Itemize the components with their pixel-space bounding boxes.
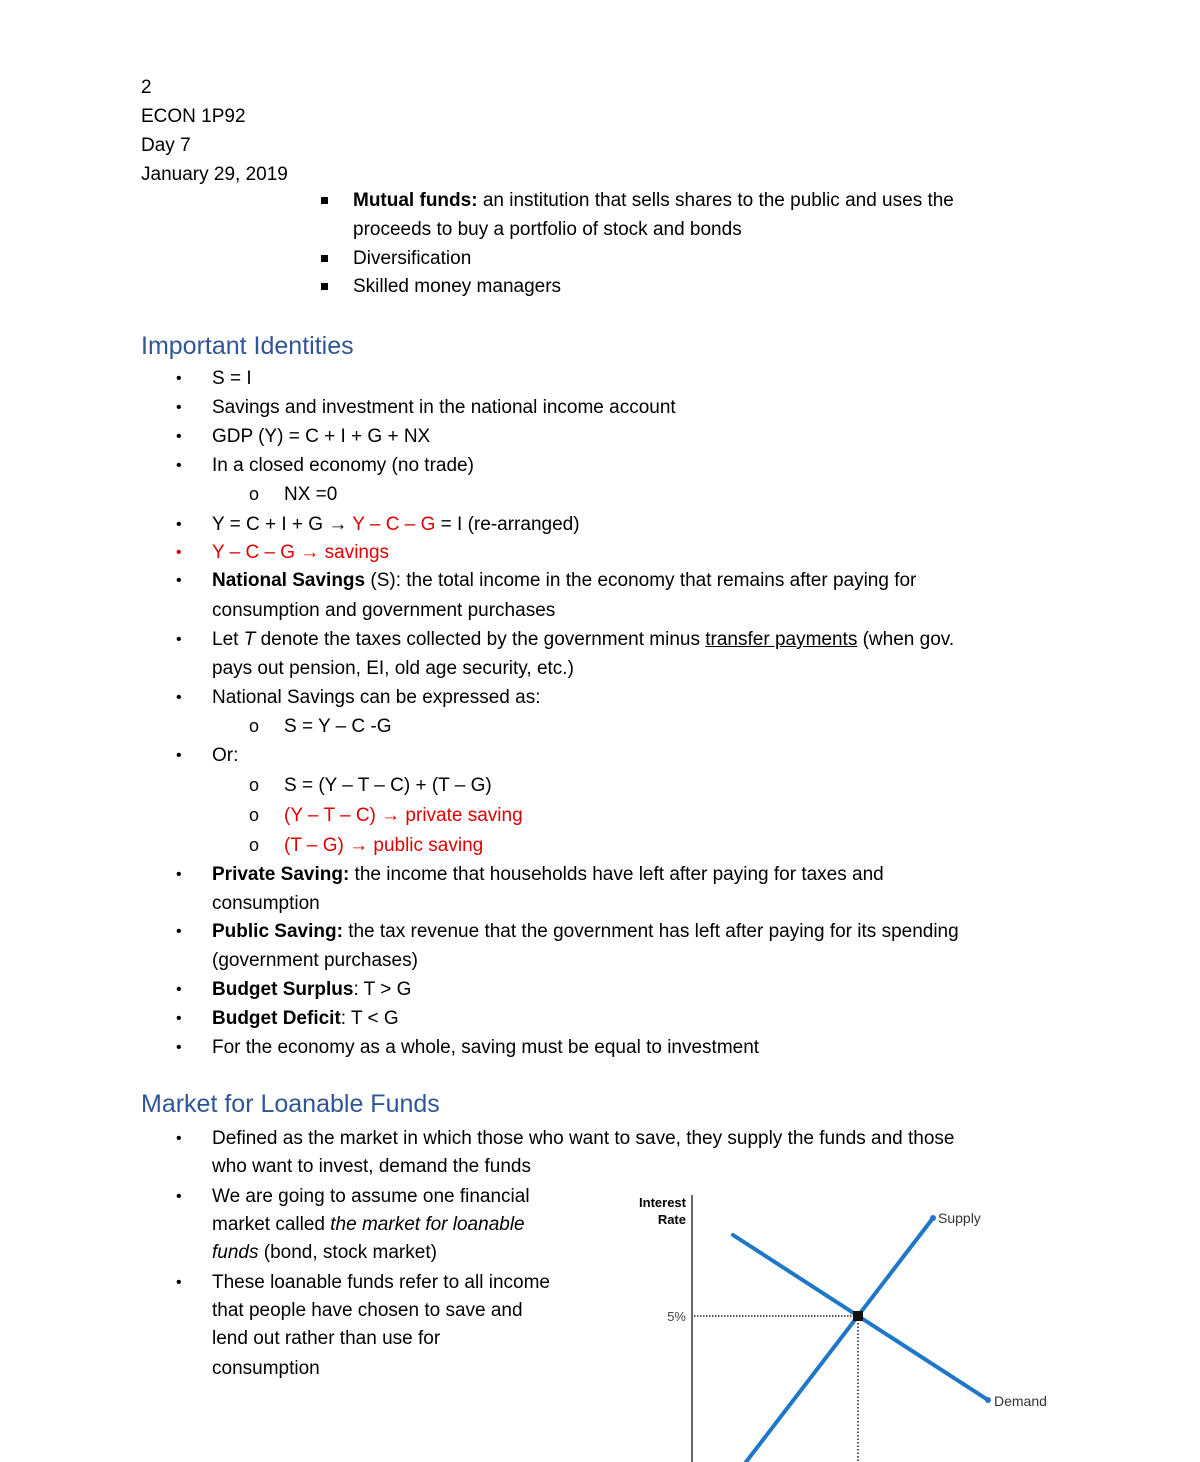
defined-item-cont: who want to invest, demand the funds (212, 1156, 531, 1177)
bullet-dot-icon: • (176, 544, 182, 561)
mutual-funds-item (353, 186, 954, 215)
defined-item: Defined as the market in which those who want to save, they supply the funds and those (212, 1128, 955, 1149)
t-variable: T (243, 629, 256, 650)
budget-surplus-item (212, 975, 411, 1004)
bullet-dot-icon: • (176, 866, 182, 883)
expressed-as-item: National Savings can be expressed as: (212, 687, 541, 708)
bullet-dot-icon: • (176, 747, 182, 764)
private-saving-formula: (Y – T – C) → private saving (284, 805, 523, 826)
mutual-funds-def-cont: proceeds to buy a portfolio of stock and bonds (353, 219, 742, 240)
budget-deficit-term: Budget Deficit (212, 1008, 341, 1029)
public-saving-formula: (T – G) → public saving (284, 835, 484, 856)
bullet-dot-icon: • (176, 689, 182, 706)
equilibrium-point (853, 1311, 863, 1321)
these-funds-cont-3: consumption (212, 1358, 320, 1379)
bullet-dot-icon: • (176, 370, 182, 387)
rearranged-right: = I (re-arranged) (435, 514, 580, 535)
rearranged-left: Y = C + I + G → (212, 514, 353, 535)
budget-deficit-item (212, 1004, 399, 1033)
date-label: January 29, 2019 (141, 164, 288, 185)
national-savings-def-cont: consumption and government purchases (212, 600, 556, 621)
supply-curve (746, 1218, 933, 1462)
budget-surplus-term: Budget Surplus (212, 979, 354, 1000)
diversification-item: Diversification (353, 248, 472, 269)
bullet-dot-icon: • (176, 1130, 182, 1147)
circle-bullet-icon: o (249, 835, 260, 855)
day-label: Day 7 (141, 135, 191, 156)
y-axis-label-line2: Rate (657, 1212, 686, 1227)
circle-bullet-icon: o (249, 775, 260, 795)
mutual-funds-def: an institution that sells shares to the public and uses the (482, 190, 954, 211)
chart-svg (620, 1185, 1080, 1462)
closed-economy-item: In a closed economy (no trade) (212, 455, 474, 476)
assume-item: We are going to assume one financial (212, 1186, 530, 1207)
economy-whole-item: For the economy as a whole, saving must be equal to investment (212, 1037, 760, 1058)
bullet-dot-icon: • (176, 572, 182, 589)
funds-italic: funds (212, 1242, 259, 1263)
page-header (141, 73, 288, 189)
course-code: ECON 1P92 (141, 106, 246, 127)
bullet-dot-icon: • (176, 1188, 182, 1205)
circle-bullet-icon: o (249, 484, 260, 504)
let-t-text-3: (when gov. (857, 629, 955, 650)
national-savings-def: (S): the total income in the economy that remains after paying for (365, 570, 917, 591)
public-saving-def: the tax revenue that the government has left after paying for its spending (342, 921, 959, 942)
let-t-cont: pays out pension, EI, old age security, etc.) (212, 658, 574, 679)
private-saving-def: the income that households have left after paying for taxes and (349, 864, 884, 885)
supply-label: Supply (938, 1210, 981, 1226)
public-saving-item (212, 917, 959, 946)
circle-bullet-icon: o (249, 805, 260, 825)
s-equals-i: S = I (212, 368, 252, 389)
national-savings-item (212, 566, 916, 595)
ycg-savings-item: Y – C – G → savings (212, 542, 390, 563)
let-t-text-2: denote the taxes collected by the government minus (255, 629, 706, 650)
bullet-dot-icon: • (176, 1274, 182, 1291)
bond-stock-text: (bond, stock market) (258, 1242, 437, 1263)
assume-item-cont-2 (212, 1238, 437, 1267)
bullet-dot-icon: • (176, 516, 182, 533)
circle-bullet-icon: o (249, 716, 260, 736)
national-savings-term: National Savings (212, 570, 366, 591)
bullet-dot-icon: • (176, 1010, 182, 1027)
bullet-dot-icon: • (176, 981, 182, 998)
rearranged-red: Y – C – G (352, 514, 436, 535)
assume-text: market called (212, 1214, 331, 1235)
private-saving-def-cont: consumption (212, 893, 320, 914)
s-split-item: S = (Y – T – C) + (T – G) (284, 775, 492, 796)
mutual-funds-term: Mutual funds: (353, 190, 478, 211)
square-bullet-icon (321, 255, 328, 262)
bullet-dot-icon: • (176, 631, 182, 648)
assume-italic: the market for loanable (330, 1214, 525, 1235)
nx-zero-item: NX =0 (284, 484, 338, 505)
these-funds-cont-1: that people have chosen to save and (212, 1300, 523, 1321)
page-number: 2 (141, 77, 152, 98)
public-saving-def-cont: (government purchases) (212, 950, 418, 971)
gdp-item: GDP (Y) = C + I + G + NX (212, 426, 431, 447)
assume-item-cont (212, 1210, 525, 1239)
square-bullet-icon (321, 283, 328, 290)
rearranged-item (212, 510, 580, 539)
public-saving-term: Public Saving: (212, 921, 343, 942)
demand-label: Demand (994, 1393, 1047, 1409)
square-bullet-icon (321, 197, 328, 204)
bullet-dot-icon: • (176, 923, 182, 940)
let-t-text: Let (212, 629, 244, 650)
loanable-funds-chart (620, 1185, 1080, 1462)
heading-loanable-funds: Market for Loanable Funds (141, 1090, 440, 1118)
demand-end-marker (985, 1397, 991, 1403)
savings-investment-item: Savings and investment in the national income account (212, 397, 676, 418)
let-t-item (212, 625, 954, 654)
skilled-managers-item: Skilled money managers (353, 276, 562, 297)
heading-important-identities: Important Identities (141, 332, 354, 360)
these-funds-item: These loanable funds refer to all income (212, 1272, 550, 1293)
bullet-dot-icon: • (176, 428, 182, 445)
bullet-dot-icon: • (176, 399, 182, 416)
or-item: Or: (212, 745, 239, 766)
these-funds-cont-2: lend out rather than use for (212, 1328, 441, 1349)
private-saving-term: Private Saving: (212, 864, 350, 885)
transfer-payments-term: transfer payments (705, 629, 858, 650)
budget-surplus-def: : T > G (353, 979, 412, 1000)
supply-end-marker (930, 1215, 936, 1221)
y-tick-label: 5% (667, 1309, 686, 1324)
s-formula-item: S = Y – C -G (284, 716, 392, 737)
bullet-dot-icon: • (176, 457, 182, 474)
private-saving-item (212, 860, 884, 889)
bullet-dot-icon: • (176, 1039, 182, 1056)
y-axis-label-line1: Interest (639, 1195, 686, 1210)
budget-deficit-def: : T < G (340, 1008, 399, 1029)
